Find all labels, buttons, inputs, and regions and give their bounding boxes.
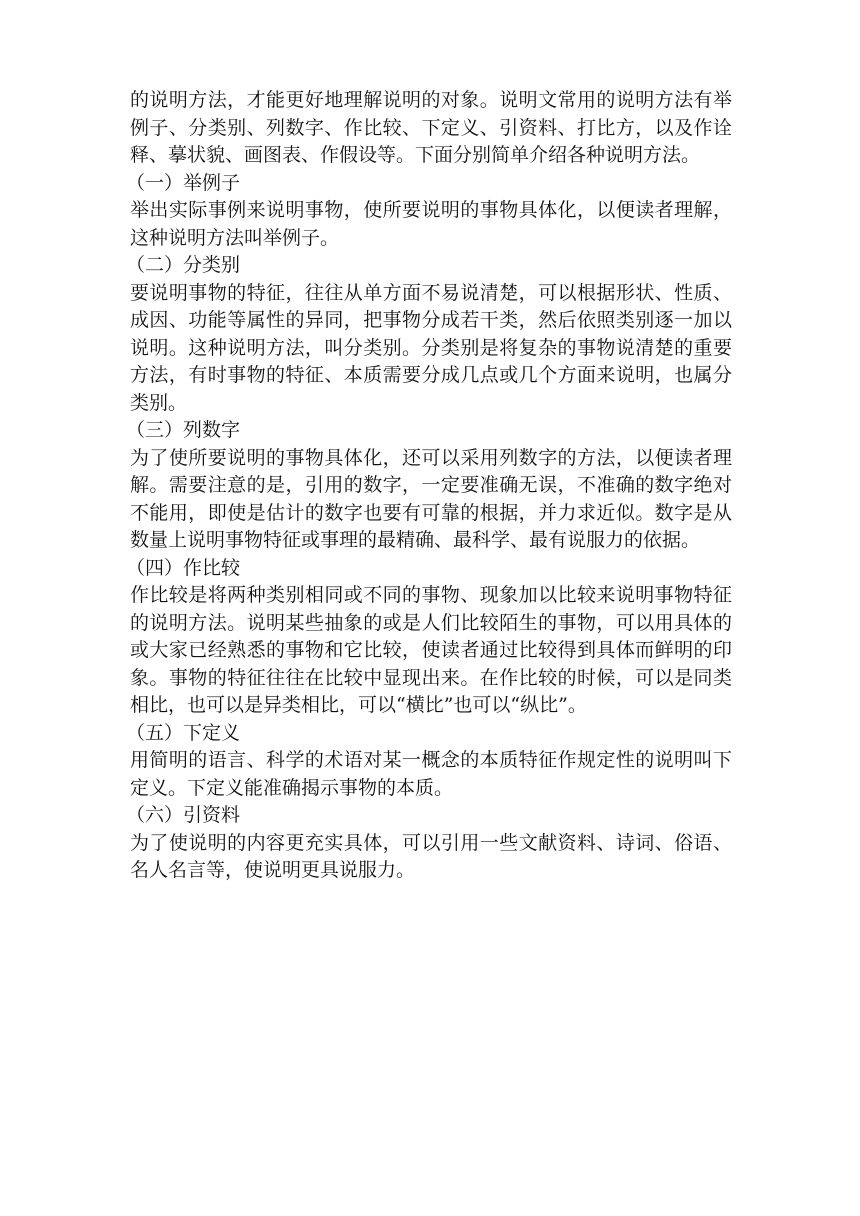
section-body-4: 作比较是将两种类别相同或不同的事物、现象加以比较来说明事物特征的说明方法。说明某些抽象的或是人们比较陌生的事物，可以用具体的或大家已经熟悉的事物和它比较，使读者通过比较得到具体而鲜明的印象。事物的特征往往在比较中显现出来。在作比较的时候，可以是同类相比，也可以是异类相比，可以“横比”也可以“纵比”。 [130, 584, 732, 716]
section-heading-3: （三）列数字 [126, 419, 241, 441]
intro-paragraph: 的说明方法，才能更好地理解说明的对象。说明文常用的说明方法有举例子、分类别、列数字、作比较、下定义、引资料、打比方，以及作诠释、摹状貌、画图表、作假设等。下面分别简单介绍各种说明方法。 [130, 89, 732, 166]
section-body-3: 为了使所要说明的事物具体化，还可以采用列数字的方法，以便读者理解。需要注意的是，引用的数字，一定要准确无误，不准确的数字绝对不能用，即使是估计的数字也要有可靠的根据，并力求近似。数字是从数量上说明事物特征或事理的最精确、最科学、最有说服力的依据。 [130, 446, 732, 551]
section-heading-5: （五）下定义 [126, 721, 241, 744]
section-body-1: 举出实际事例来说明事物，使所要说明的事物具体化，以便读者理解，这种说明方法叫举例子。 [130, 199, 732, 249]
section-body-6: 为了使说明的内容更充实具体，可以引用一些文献资料、诗词、俗语、名人名言等，使说明更具说服力。 [130, 831, 732, 881]
section-heading-6: （六）引资料 [126, 804, 241, 826]
section-body-2: 要说明事物的特征，往往从单方面不易说清楚，可以根据形状、性质、成因、功能等属性的异同，把事物分成若干类，然后依照类别逐一加以说明。这种说明方法，叫分类别。分类别是将复杂的事物说清楚的重要方法，有时事物的特征、本质需要分成几点或几个方面来说明，也属分类别。 [130, 281, 732, 414]
section-heading-4: （四）作比较 [126, 556, 241, 579]
section-heading-1: （一）举例子 [126, 171, 241, 194]
document-page [126, 87, 732, 885]
section-heading-2: （二）分类别 [126, 254, 241, 276]
section-body-5: 用简明的语言、科学的术语对某一概念的本质特征作规定性的说明叫下定义。下定义能准确揭示事物的本质。 [130, 749, 732, 799]
